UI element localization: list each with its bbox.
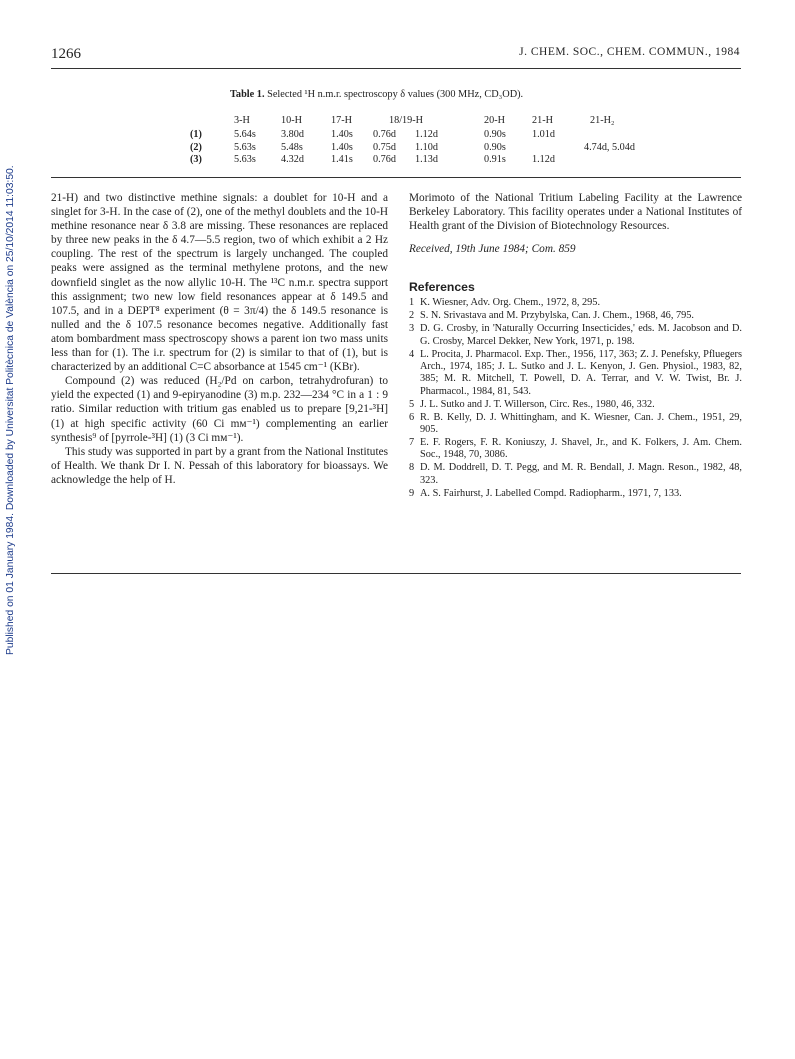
table-cell: 1.40s (331, 141, 353, 153)
download-notice (3, 165, 19, 655)
reference-item (409, 437, 742, 462)
table-header-cell: 17-H (331, 115, 352, 126)
page-number: 1266 (51, 46, 81, 62)
reference-text: J. L. Sutko and J. T. Willerson, Circ. Res., 1980, 46, 332. (420, 398, 655, 410)
table-cell: 1.41s (331, 154, 353, 165)
nmr-table (190, 112, 670, 167)
table-header-cell: 21-H₂ (590, 115, 615, 126)
table-cell: 5.63s (234, 154, 256, 165)
table-cell: 5.63s (234, 141, 256, 153)
reference-number: 6 (409, 411, 415, 423)
reference-item (409, 412, 742, 437)
table-cell: 0.91s (484, 154, 506, 165)
table-cell: 1.12d (415, 129, 438, 140)
body-paragraph: 21-H) and two distinctive methine signals: a doublet for 10-H and a singlet for 3-H. In the case of (2), one of the methyl doublets and the 10-H methine resonance near δ 3.8 are missing. These resonances are replaced by three new peaks in the δ 4.7—5.5 region, two of which exhibit a 2 Hz coupling. The rest of the spectrum is largely unchanged. The coupled peaks were assigned as the terminal methylene protons, and the new downfield singlet as the now allylic 10-H. The ¹³C n.m.r. spectra support this assignment; two new low field resonances appear at δ 149.5 and 107.5, and in a DEPT⁸ experiment (θ = 3π/4) the δ 149.5 resonance is nulled and the δ 107.5 resonance becomes negative. Additionally fast atom bombardment mass spectroscopy shows a parent ion two mass units less than for (1). The i.r. spectrum for (2) is similar to that of (1), but is characterized by an additional C=C absorbance at 1545 cm⁻¹ (KBr). (51, 192, 388, 374)
table-cell: (2) (190, 141, 202, 153)
table-cell: 0.90s (484, 129, 506, 140)
table-cell: 0.75d (373, 141, 396, 153)
table-header-cell: 10-H (281, 115, 302, 126)
table-header-cell: 3-H (234, 115, 250, 126)
table-cell: 1.12d (532, 154, 555, 165)
reference-item (409, 399, 742, 411)
table-cell: 4.74d, 5.04d (584, 141, 635, 153)
body-paragraph: This study was supported in part by a grant from the National Institutes of Health. We thank Dr I. N. Pessah of this laboratory for bioassays. We acknowledge the help of H. (51, 445, 388, 486)
reference-text: L. Procita, J. Pharmacol. Exp. Ther., 1956, 117, 363; Z. J. Penefsky, Pfluegers Arch., 1974, 185; J. L. Sutko and J. L. Kenyon, J. Gen. Physiol., 1983, 82, 385; M. R. Mitchell, T. Powell, D. A. Terrar, and V. W. Twist, Br. J. Pharmacol., 1984, 81, 543. (420, 348, 742, 397)
header-rule (51, 68, 741, 69)
reference-item (409, 297, 742, 309)
reference-number: 8 (409, 462, 415, 474)
references-heading: References (409, 280, 475, 295)
table-cell: 1.13d (415, 154, 438, 165)
table-label: Table 1. (230, 89, 265, 100)
table-header-cell: 20-H (484, 115, 505, 126)
table-cell: 0.90s (484, 141, 506, 153)
reference-number: 5 (409, 398, 415, 410)
reference-number: 3 (409, 323, 415, 335)
reference-text: R. B. Kelly, D. J. Whittingham, and K. Wiesner, Can. J. Chem., 1951, 29, 905. (420, 411, 742, 436)
reference-text: D. M. Doddrell, D. T. Pegg, and M. R. Bendall, J. Magn. Reson., 1982, 48, 323. (420, 462, 742, 486)
table-cell (532, 142, 584, 155)
reference-number: 9 (409, 487, 415, 499)
reference-number: 7 (409, 436, 415, 448)
body-paragraph: Compound (2) was reduced (H₂/Pd on carbon, tetrahydrofuran) to yield the expected (1) and 9-epiryanodine (3) m.p. 232—234 °C in a 1 : 9 ratio. Similar reduction with tritium gas enabled us to prepare [9,21-³H] (1) at high specific activity (60 Ci mᴍ⁻¹) complementing an earlier synthesis⁹ of [pyrrole-³H] (1) (3 Ci mᴍ⁻¹). (51, 375, 388, 444)
table-cell: 1.10d (415, 141, 438, 153)
reference-item (409, 310, 742, 322)
table-cell: 4.32d (281, 154, 304, 165)
table-cell: 3.80d (281, 129, 304, 140)
table-caption (230, 89, 523, 100)
table-cell: 1.40s (331, 129, 353, 140)
table-row (190, 129, 670, 142)
table-cell: 5.64s (234, 129, 256, 140)
reference-text: K. Wiesner, Adv. Org. Chem., 1972, 8, 295. (420, 297, 601, 309)
reference-text: A. S. Fairhurst, J. Labelled Compd. Radiopharm., 1971, 7, 133. (420, 487, 682, 499)
body-paragraph: Morimoto of the National Tritium Labeling Facility at the Lawrence Berkeley Laboratory. This facility operates under a National Institutes of Health grant of the Division of Biotechnology Resources. (409, 192, 742, 233)
reference-item (409, 462, 742, 487)
received-date: Received, 19th June 1984; Com. 859 (409, 243, 576, 256)
table-header-cell (190, 112, 234, 129)
footer-rule (51, 573, 741, 574)
download-notice-text: Published on 01 January 1984. Downloaded by Universitat Politècnica de València on 25/10/2014 11:03:50. (5, 165, 16, 655)
reference-text: S. N. Srivastava and M. Przybylska, Can. J. Chem., 1968, 46, 795. (420, 310, 694, 322)
left-column (51, 191, 388, 487)
reference-item (409, 488, 742, 500)
table-cell: 1.01d (532, 129, 555, 140)
table-header-cell: 18/19-H (389, 115, 423, 126)
journal-running-head: J. CHEM. SOC., CHEM. COMMUN., 1984 (519, 46, 740, 58)
table-header-cell: 21-H (532, 115, 553, 126)
table-cell: (1) (190, 129, 202, 140)
table-header-row (190, 112, 670, 129)
table-cell: (3) (190, 154, 202, 165)
reference-item (409, 323, 742, 348)
reference-list (409, 297, 742, 500)
table-bottom-rule (51, 177, 741, 178)
reference-number: 1 (409, 297, 415, 309)
reference-text: D. G. Crosby, in 'Naturally Occurring Insecticides,' eds. M. Jacobson and D. G. Crosby, Marcel Dekker, New York, 1971, p. 198. (420, 323, 742, 347)
table-cell: 0.76d (373, 154, 396, 165)
reference-item (409, 349, 742, 399)
reference-number: 2 (409, 310, 415, 322)
table-cell: 5.48s (281, 141, 303, 153)
table-caption-text: Selected ¹H n.m.r. spectroscopy δ values (300 MHz, CD₃OD). (264, 89, 524, 100)
reference-number: 4 (409, 348, 415, 360)
reference-text: E. F. Rogers, F. R. Koniuszy, J. Shavel, Jr., and K. Folkers, J. Am. Chem. Soc., 1948, 70, 3086. (420, 436, 742, 461)
table-cell: 0.76d (373, 129, 396, 140)
right-column (409, 191, 742, 500)
